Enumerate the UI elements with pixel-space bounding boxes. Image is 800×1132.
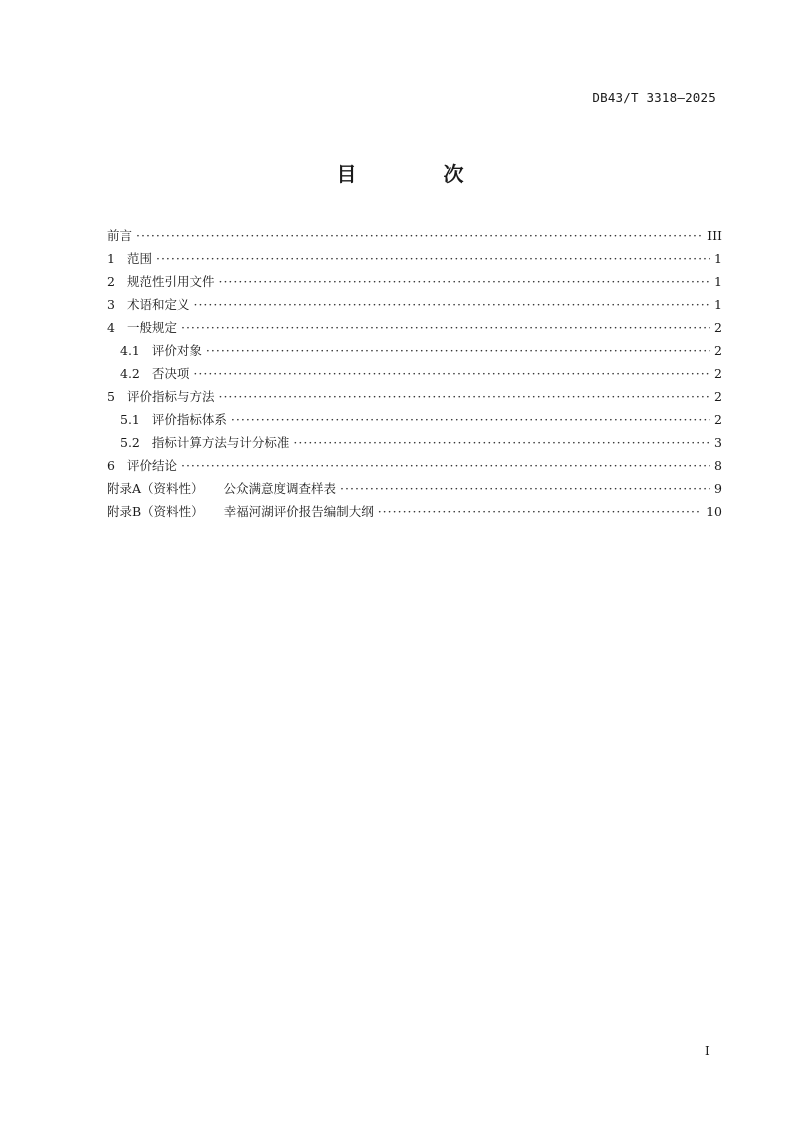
- toc-entry-label: 指标计算方法与计分标准: [151, 435, 290, 450]
- page-number: I: [705, 1044, 710, 1058]
- toc-entry-number: 6: [107, 458, 115, 473]
- toc-entry-label: 前言: [107, 228, 133, 243]
- toc-entry-label: 规范性引用文件: [126, 274, 215, 289]
- toc-leader-dots: [181, 318, 710, 337]
- toc-entry-indicators-methods[interactable]: [107, 387, 722, 410]
- table-of-contents: [107, 226, 722, 525]
- toc-leader-dots: [293, 433, 710, 452]
- toc-entry-page: III: [707, 228, 722, 243]
- toc-entry-foreword[interactable]: [107, 226, 722, 249]
- toc-entry-general-provisions[interactable]: [107, 318, 722, 341]
- toc-entry-page: 10: [706, 504, 722, 519]
- toc-leader-dots: [231, 410, 710, 429]
- toc-entry-number: 2: [107, 274, 115, 289]
- toc-entry-indicator-system[interactable]: [107, 410, 722, 433]
- toc-entry-label: 评价结论: [126, 458, 177, 473]
- toc-entry-page: 2: [714, 366, 722, 381]
- document-code: DB43/T 3318—2025: [592, 90, 716, 105]
- toc-leader-dots: [218, 387, 710, 406]
- toc-entry-number: 4.2: [120, 366, 140, 381]
- toc-entry-page: 8: [714, 458, 722, 473]
- toc-entry-page: 2: [714, 320, 722, 335]
- toc-entry-page: 1: [714, 274, 722, 289]
- toc-entry-number: 附录B（资料性）: [107, 504, 204, 519]
- toc-entry-label: 术语和定义: [126, 297, 190, 312]
- toc-leader-dots: [193, 295, 710, 314]
- toc-entry-label: 幸福河湖评价报告编制大纲: [223, 504, 374, 519]
- toc-entry-number: 5.1: [120, 412, 140, 427]
- toc-entry-page: 3: [714, 435, 722, 450]
- toc-title: 目 次: [336, 162, 504, 186]
- toc-entry-page: 1: [714, 297, 722, 312]
- toc-entry-page: 2: [714, 389, 722, 404]
- toc-leader-dots: [378, 502, 702, 521]
- toc-entry-label: 评价对象: [151, 343, 202, 358]
- toc-entry-page: 2: [714, 412, 722, 427]
- toc-entry-label: 一般规定: [126, 320, 177, 335]
- toc-entry-calculation-scoring[interactable]: [107, 433, 722, 456]
- toc-entry-number: 5.2: [120, 435, 140, 450]
- toc-leader-dots: [181, 456, 710, 475]
- toc-entry-veto-items[interactable]: [107, 364, 722, 387]
- toc-entry-label: 否决项: [151, 366, 190, 381]
- toc-entry-page: 2: [714, 343, 722, 358]
- toc-leader-dots: [206, 341, 710, 360]
- toc-entry-normative-references[interactable]: [107, 272, 722, 295]
- toc-entry-label: 评价指标与方法: [126, 389, 215, 404]
- toc-leader-dots: [156, 249, 710, 268]
- toc-entry-label: 公众满意度调查样表: [223, 481, 337, 496]
- toc-entry-appendix-a[interactable]: [107, 479, 722, 502]
- toc-leader-dots: [136, 226, 703, 245]
- toc-entry-evaluation-conclusion[interactable]: [107, 456, 722, 479]
- toc-entry-number: 3: [107, 297, 115, 312]
- toc-entry-terms-definitions[interactable]: [107, 295, 722, 318]
- toc-entry-page: 1: [714, 251, 722, 266]
- toc-entry-number: 4: [107, 320, 115, 335]
- toc-leader-dots: [218, 272, 710, 291]
- toc-entry-number: 附录A（资料性）: [107, 481, 204, 496]
- toc-entry-label: 范围: [126, 251, 152, 266]
- toc-leader-dots: [340, 479, 710, 498]
- toc-entry-label: 评价指标体系: [151, 412, 227, 427]
- toc-entry-page: 9: [714, 481, 722, 496]
- toc-entry-number: 5: [107, 389, 115, 404]
- toc-entry-number: 4.1: [120, 343, 140, 358]
- toc-entry-number: 1: [107, 251, 115, 266]
- toc-entry-evaluation-object[interactable]: [107, 341, 722, 364]
- toc-entry-scope[interactable]: [107, 249, 722, 272]
- toc-entry-appendix-b[interactable]: [107, 502, 722, 525]
- toc-leader-dots: [193, 364, 710, 383]
